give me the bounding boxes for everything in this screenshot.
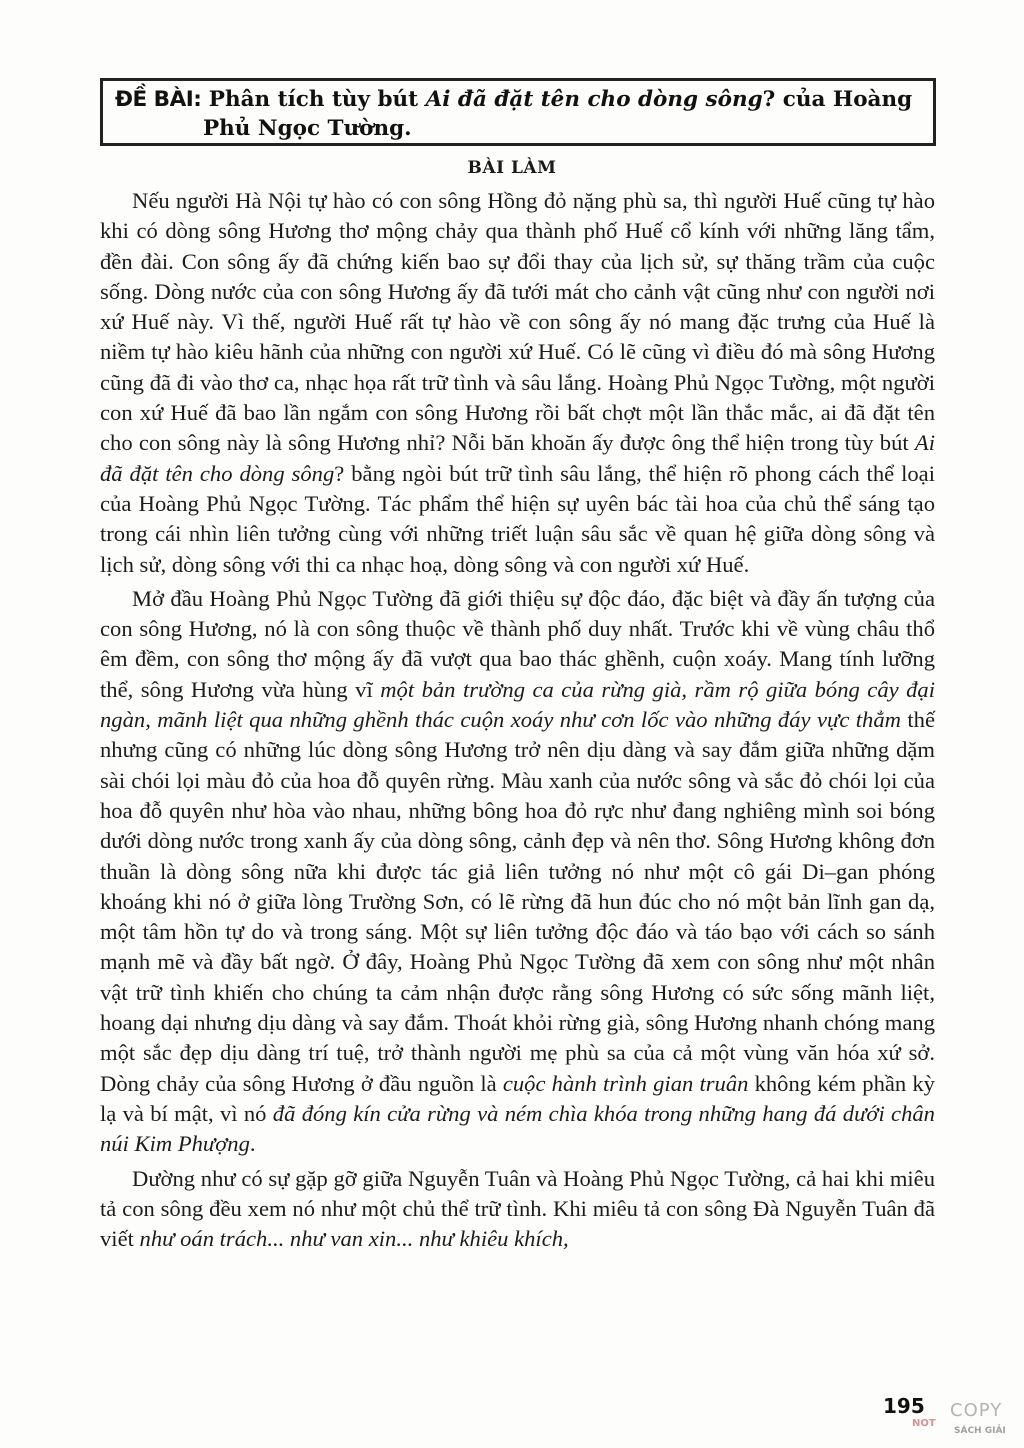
- watermark-not-text: NOT: [912, 1418, 936, 1429]
- assignment-line-2: Phủ Ngọc Tường.: [203, 116, 412, 141]
- p2-quote-3: đã đóng kín cửa rừng và ném chìa khóa trong những hang đá dưới chân núi Kim Phượng: [100, 1100, 935, 1157]
- p2-quote-1: một bản trường ca của rừng già, rầm rộ giữa bóng cây đại ngàn, mãnh liệt qua những ghềnh thác cuộn xoáy như cơn lốc vào những đáy vực thẳm: [100, 676, 935, 733]
- p2-quote-2: cuộc hành trình gian truân: [502, 1070, 749, 1096]
- p1-text-b: ? bằng ngòi bút trữ tình sâu lắng, thể hiện rõ phong cách thể loại của Hoàng Phủ Ngọc Tường. Tác phẩm thể hiện sự uyên bác tài hoa của chủ thể sáng tạo trong cái nhìn liên tưởng cùng với những triết luận sâu sắc về quan hệ giữa dòng sông và lịch sử, dòng sông với thi ca nhạc hoạ, dòng sông và con người xứ Huế.: [100, 460, 935, 577]
- p3-text-a: Dường như có sự gặp gỡ giữa Nguyễn Tuân và Hoàng Phủ Ngọc Tường, cả hai khi miêu tả con sông đều xem nó như một chủ thể trữ tình. Khi miêu tả con sông Đà Nguyễn Tuân đã viết: [100, 1165, 935, 1252]
- assignment-box: [100, 78, 936, 146]
- assignment-label: ĐỀ BÀI:: [115, 87, 202, 112]
- p2-text-b: thế nhưng cũng có những lúc dòng sông Hương trở nên dịu dàng và say đắm giữa những dặm sài chói lọi màu đỏ của hoa đỗ quyên rừng. Màu xanh của nước sông và sắc đỏ chói lọi của hoa đỗ quyên như hòa vào nhau, những bông hoa đỏ rực như đang nghiêng mình soi bóng dưới dòng nước trong xanh ấy của dòng sông, cảnh đẹp và nên thơ. Sông Hương không đơn thuần là dòng sông nữa khi được tác giả liên tưởng nó như một cô gái Di–gan phóng khoáng khi nó ở giữa lòng Trường Sơn, có lẽ rừng đã hun đúc cho nó một bản lĩnh gan dạ, một tâm hồn tự do và trong sáng. Một sự liên tưởng độc đáo và táo bạo với cách so sánh mạnh mẽ và đầy bất ngờ. Ở đây, Hoàng Phủ Ngọc Tường đã xem con sông như một nhân vật trữ tình khiến cho chúng ta cảm nhận được rằng sông Hương có sức sống mãnh liệt, hoang dại nhưng dịu dàng và say đắm. Thoát khỏi rừng già, sông Hương nhanh chóng mang một sắc đẹp dịu dàng trí tuệ, trở thành người mẹ phù sa của cả một vùng văn hóa xứ sở. Dòng chảy của sông Hương ở đầu nguồn là: [100, 707, 935, 1096]
- watermark-logo: [912, 1398, 1012, 1442]
- p1-text-a: Nếu người Hà Nội tự hào có con sông Hồng đỏ nặng phù sa, thì người Huế cũng tự hào khi có dòng sông Hương thơ mộng chảy qua thành phố Huế cổ kính với những lăng tẩm, đền đài. Con sông ấy đã chứng kiến bao sự đổi thay của lịch sử, sự thăng trầm của cuộc sống. Dòng nước của con sông Hương ấy đã tưới mát cho cảnh vật cũng như con người nơi xứ Huế này. Vì thế, người Huế rất tự hào về con sông ấy nó mang đặc trưng của Huế là niềm tự hào kiêu hãnh của những con người xứ Huế. Có lẽ cũng vì điều đó mà sông Hương cũng đã đi vào thơ ca, nhạc họa rất trữ tình và sâu lắng. Hoàng Phủ Ngọc Tường, một người con xứ Huế đã bao lần ngắm con sông Hương rồi bất chợt một lần thắc mắc, ai đã đặt tên cho con sông này là sông Hương nhỉ? Nỗi băn khoăn ấy được ông thể hiện trong tùy bút: [100, 188, 935, 456]
- p2-text-a: Mở đầu Hoàng Phủ Ngọc Tường đã giới thiệu sự độc đáo, đặc biệt và đầy ấn tượng của con sông Hương, nó là con sông thuộc về thành phố duy nhất. Trước khi về vùng châu thổ êm đềm, con sông thơ mộng ấy đã vượt qua bao thác ghềnh, cuộn xoáy. Mang tính lưỡng thể, sông Hương vừa hùng vĩ: [100, 585, 935, 702]
- page-number: 195: [883, 1394, 925, 1418]
- assignment-prompt-after: ? của Hoàng: [762, 87, 913, 112]
- assignment-work-title: Ai đã đặt tên cho dòng sông: [425, 87, 763, 112]
- p2-text-d: .: [249, 1131, 256, 1157]
- p2-text-c: không kém phần kỳ lạ và bí mật, vì nó: [100, 1070, 935, 1126]
- p1-work-title: Ai đã đặt tên cho dòng sông: [100, 430, 935, 486]
- essay-paragraph-1: [100, 186, 935, 580]
- assignment-prompt-before: Phân tích tùy bút: [201, 87, 426, 112]
- essay-body: [100, 186, 935, 1258]
- essay-paragraph-2: [100, 584, 935, 1160]
- watermark-site-text: SÁCH GIẢI: [954, 1426, 1006, 1436]
- essay-paragraph-3: [100, 1164, 935, 1255]
- assignment-line-1: [115, 85, 923, 114]
- essay-heading: BÀI LÀM: [467, 158, 557, 178]
- watermark-copy-text: COPY: [950, 1400, 1003, 1421]
- p3-quote-1: như oán trách... như van xin... như khiêu khích,: [139, 1226, 569, 1252]
